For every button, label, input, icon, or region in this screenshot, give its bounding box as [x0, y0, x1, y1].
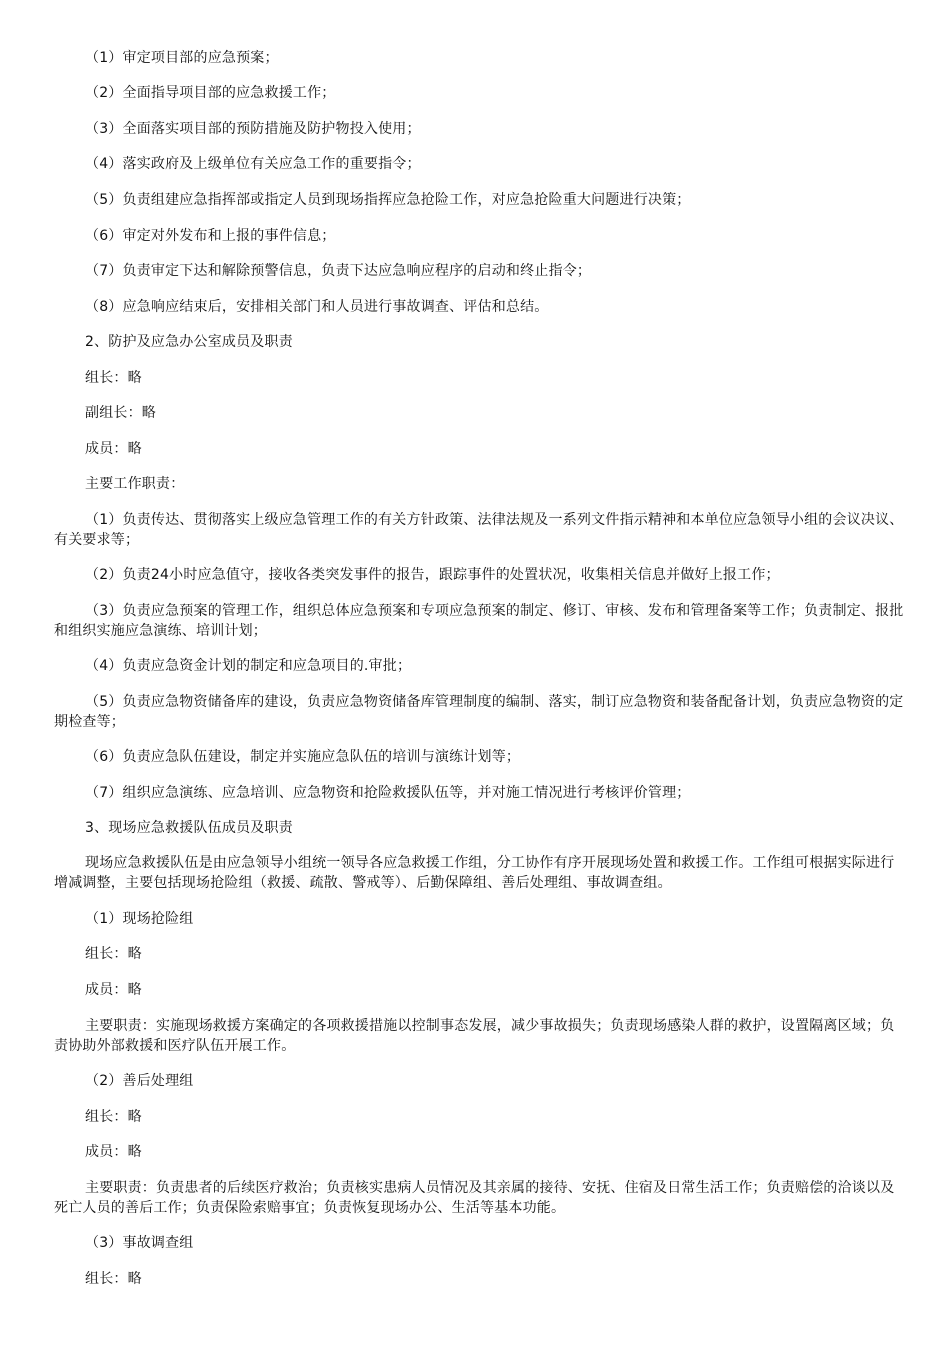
duty-item-4: （4）负责应急资金计划的制定和应急项目的.审批；: [85, 658, 412, 674]
subgroup-1-duties: 主要职责：实施现场救援方案确定的各项救援措施以控制事态发展，减少事故损失；负责现场感染人群的救护，设置隔离区域；负责协助外部救援和医疗队伍开展工作。: [54, 1018, 895, 1054]
duty-item-5: （5）负责应急物资储备库的建设，负责应急物资储备库管理制度的编制、落实，制订应急物资和装备配备计划，负责应急物资的定期检查等；: [54, 694, 904, 730]
members-line: 成员：略: [85, 441, 142, 457]
paragraph-3: （3）全面落实项目部的预防措施及防护物投入使用；: [85, 121, 421, 137]
subgroup-1-members: 成员：略: [85, 982, 142, 998]
leader-line: 组长：略: [85, 370, 142, 386]
duty-item-6: （6）负责应急队伍建设，制定并实施应急队伍的培训与演练计划等；: [85, 749, 521, 765]
subgroup-1-leader: 组长：略: [85, 946, 142, 962]
deputy-leader-line: 副组长：略: [85, 405, 156, 421]
paragraph-5: （5）负责组建应急指挥部或指定人员到现场指挥应急抢险工作，对应急抢险重大问题进行决策；: [85, 192, 691, 208]
duty-item-3: （3）负责应急预案的管理工作，组织总体应急预案和专项应急预案的制定、修订、审核、发布和管理备案等工作；负责制定、报批和组织实施应急演练、培训计划；: [54, 603, 904, 639]
section-heading-3: 3、现场应急救援队伍成员及职责: [85, 820, 293, 836]
subgroup-2-duties: 主要职责：负责患者的后续医疗救治；负责核实患病人员情况及其亲属的接待、安抚、住宿及日常生活工作；负责赔偿的洽谈以及死亡人员的善后工作；负责保险索赔事宜；负责恢复现场办公、生活等基本功能。: [54, 1180, 895, 1216]
subgroup-heading-3: （3）事故调查组: [85, 1235, 194, 1251]
duty-item-2: （2）负责24小时应急值守，接收各类突发事件的报告，跟踪事件的处置状况，收集相关信息并做好上报工作；: [85, 567, 780, 583]
subgroup-2-leader: 组长：略: [85, 1109, 142, 1125]
paragraph-4: （4）落实政府及上级单位有关应急工作的重要指令；: [85, 156, 421, 172]
paragraph-7: （7）负责审定下达和解除预警信息，负责下达应急响应程序的启动和终止指令；: [85, 263, 592, 279]
duties-heading: 主要工作职责：: [85, 476, 185, 492]
subgroup-3-leader: 组长：略: [85, 1271, 142, 1287]
subgroup-heading-1: （1）现场抢险组: [85, 911, 194, 927]
paragraph-1: （1）审定项目部的应急预案；: [85, 50, 279, 66]
section-heading-2: 2、防护及应急办公室成员及职责: [85, 334, 293, 350]
paragraph-8: （8）应急响应结束后，安排相关部门和人员进行事故调查、评估和总结。: [85, 299, 549, 315]
subgroup-heading-2: （2）善后处理组: [85, 1073, 194, 1089]
paragraph-6: （6）审定对外发布和上报的事件信息；: [85, 228, 336, 244]
subgroup-2-members: 成员：略: [85, 1144, 142, 1160]
rescue-team-intro: 现场应急救援队伍是由应急领导小组统一领导各应急救援工作组，分工协作有序开展现场处置和救援工作。工作组可根据实际进行增减调整，主要包括现场抢险组（救援、疏散、警戒等）、后勤保障组、善后处理组、事故调查组。: [54, 855, 895, 891]
duty-item-1: （1）负责传达、贯彻落实上级应急管理工作的有关方针政策、法律法规及一系列文件指示精神和本单位应急领导小组的会议决议、有关要求等；: [54, 512, 904, 548]
paragraph-2: （2）全面指导项目部的应急救援工作；: [85, 85, 336, 101]
duty-item-7: （7）组织应急演练、应急培训、应急物资和抢险救援队伍等，并对施工情况进行考核评价管理；: [85, 785, 691, 801]
